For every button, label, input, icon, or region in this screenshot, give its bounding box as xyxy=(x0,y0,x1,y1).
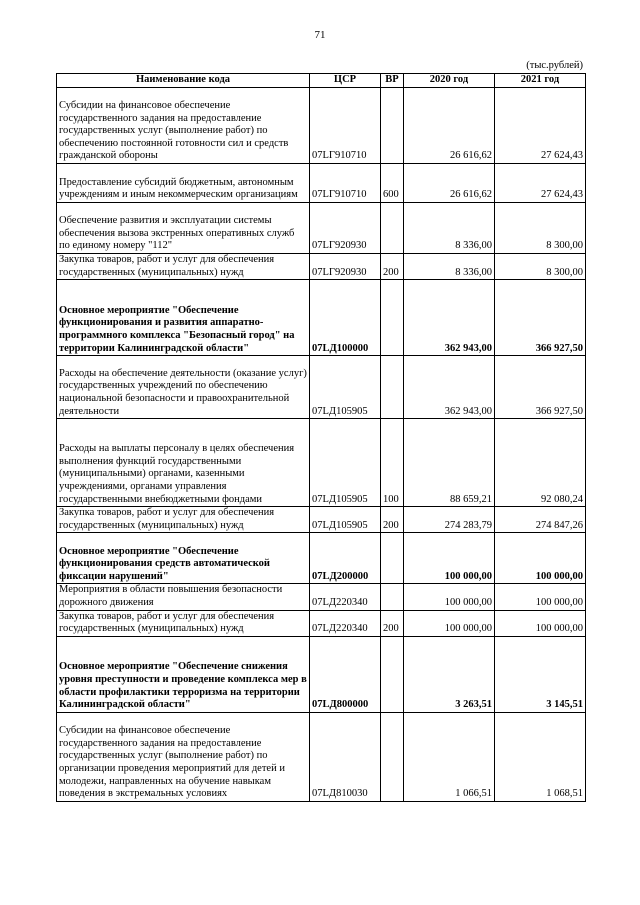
row-name: Субсидии на финансовое обеспечение государственного задания на предоставление государственных услуг (выполнение работ) по обеспечению постоянной готовности сил и средств гражданской обороны xyxy=(57,88,310,164)
row-2021: 100 000,00 xyxy=(495,610,586,636)
row-name: Предоставление субсидий бюджетным, автономным учреждениям и иным некоммерческим организациям xyxy=(57,164,310,203)
row-vr: 100 xyxy=(381,419,404,507)
table-row xyxy=(57,356,586,419)
table-row xyxy=(57,584,586,610)
row-vr: 200 xyxy=(381,610,404,636)
row-2021: 8 300,00 xyxy=(495,254,586,280)
table-row xyxy=(57,610,586,636)
row-csr: 07LД105905 xyxy=(310,419,381,507)
table-row xyxy=(57,203,586,254)
row-csr: 07LГ920930 xyxy=(310,254,381,280)
row-csr: 07LД105905 xyxy=(310,356,381,419)
page-number: 71 xyxy=(314,29,326,41)
table-row xyxy=(57,507,586,533)
row-2021: 366 927,50 xyxy=(495,280,586,356)
row-csr: 07LД220340 xyxy=(310,610,381,636)
row-2020: 88 659,21 xyxy=(404,419,495,507)
row-vr xyxy=(381,712,404,801)
row-2020: 100 000,00 xyxy=(404,533,495,584)
row-name: Мероприятия в области повышения безопасности дорожного движения xyxy=(57,584,310,610)
row-csr: 07LД100000 xyxy=(310,280,381,356)
row-2020: 1 066,51 xyxy=(404,712,495,801)
row-name: Основное мероприятие "Обеспечение функционирования средств автоматической фиксации нарушений" xyxy=(57,533,310,584)
row-name: Закупка товаров, работ и услуг для обеспечения государственных (муниципальных) нужд xyxy=(57,507,310,533)
row-vr xyxy=(381,280,404,356)
table-row xyxy=(57,712,586,801)
row-vr: 200 xyxy=(381,507,404,533)
row-2021: 8 300,00 xyxy=(495,203,586,254)
row-csr: 07LД220340 xyxy=(310,584,381,610)
row-csr: 07LГ910710 xyxy=(310,88,381,164)
row-csr: 07LД810030 xyxy=(310,712,381,801)
row-2021: 100 000,00 xyxy=(495,533,586,584)
row-2021: 3 145,51 xyxy=(495,636,586,712)
table-row xyxy=(57,280,586,356)
row-vr: 200 xyxy=(381,254,404,280)
row-2021: 27 624,43 xyxy=(495,164,586,203)
row-2020: 3 263,51 xyxy=(404,636,495,712)
row-name: Закупка товаров, работ и услуг для обеспечения государственных (муниципальных) нужд xyxy=(57,254,310,280)
row-2021: 274 847,26 xyxy=(495,507,586,533)
table-row xyxy=(57,88,586,164)
row-2020: 100 000,00 xyxy=(404,610,495,636)
table-row xyxy=(57,164,586,203)
row-csr: 07LД105905 xyxy=(310,507,381,533)
header-vr: ВР xyxy=(381,74,404,88)
row-2020: 100 000,00 xyxy=(404,584,495,610)
table-row xyxy=(57,533,586,584)
row-vr xyxy=(381,636,404,712)
row-2020: 274 283,79 xyxy=(404,507,495,533)
row-name: Расходы на выплаты персоналу в целях обеспечения выполнения функций государственными (муниципальными) органами, казенными учреждениями, органами управления государственными внебюджетными фондами xyxy=(57,419,310,507)
row-2021: 27 624,43 xyxy=(495,88,586,164)
row-vr xyxy=(381,533,404,584)
row-csr: 07LГ910710 xyxy=(310,164,381,203)
table-row xyxy=(57,254,586,280)
row-name: Основное мероприятие "Обеспечение снижения уровня преступности и проведение комплекса мер в области профилактики терроризма на территории Калининградской области" xyxy=(57,636,310,712)
row-2021: 100 000,00 xyxy=(495,584,586,610)
row-csr: 07LД800000 xyxy=(310,636,381,712)
table-row xyxy=(57,636,586,712)
row-2021: 1 068,51 xyxy=(495,712,586,801)
row-2020: 8 336,00 xyxy=(404,203,495,254)
row-2021: 366 927,50 xyxy=(495,356,586,419)
row-2021: 92 080,24 xyxy=(495,419,586,507)
row-name: Расходы на обеспечение деятельности (оказание услуг) государственных учреждений по обеспечению национальной безопасности и правоохранительной деятельности xyxy=(57,356,310,419)
table-header-row xyxy=(57,74,586,88)
row-2020: 8 336,00 xyxy=(404,254,495,280)
row-2020: 26 616,62 xyxy=(404,164,495,203)
row-csr: 07LД200000 xyxy=(310,533,381,584)
row-name: Обеспечение развития и эксплуатации системы обеспечения вызова экстренных оперативных служб по единому номеру "112" xyxy=(57,203,310,254)
header-csr: ЦСР xyxy=(310,74,381,88)
row-vr: 600 xyxy=(381,164,404,203)
row-vr xyxy=(381,356,404,419)
header-2020: 2020 год xyxy=(404,74,495,88)
row-name: Основное мероприятие "Обеспечение функционирования и развития аппаратно-программного комплекса "Безопасный город" на территории Калининградской области" xyxy=(57,280,310,356)
row-2020: 362 943,00 xyxy=(404,356,495,419)
row-vr xyxy=(381,203,404,254)
budget-table xyxy=(56,73,586,802)
row-2020: 362 943,00 xyxy=(404,280,495,356)
table-row xyxy=(57,419,586,507)
units-label: (тыс.рублей) xyxy=(526,60,583,71)
row-name: Субсидии на финансовое обеспечение государственного задания на предоставление государственных услуг (выполнение работ) по организации проведения мероприятий для детей и молодежи, направленных на обучение навыкам поведения в экстремальных условиях xyxy=(57,712,310,801)
header-name: Наименование кода xyxy=(57,74,310,88)
row-2020: 26 616,62 xyxy=(404,88,495,164)
row-vr xyxy=(381,88,404,164)
header-2021: 2021 год xyxy=(495,74,586,88)
row-name: Закупка товаров, работ и услуг для обеспечения государственных (муниципальных) нужд xyxy=(57,610,310,636)
row-csr: 07LГ920930 xyxy=(310,203,381,254)
row-vr xyxy=(381,584,404,610)
